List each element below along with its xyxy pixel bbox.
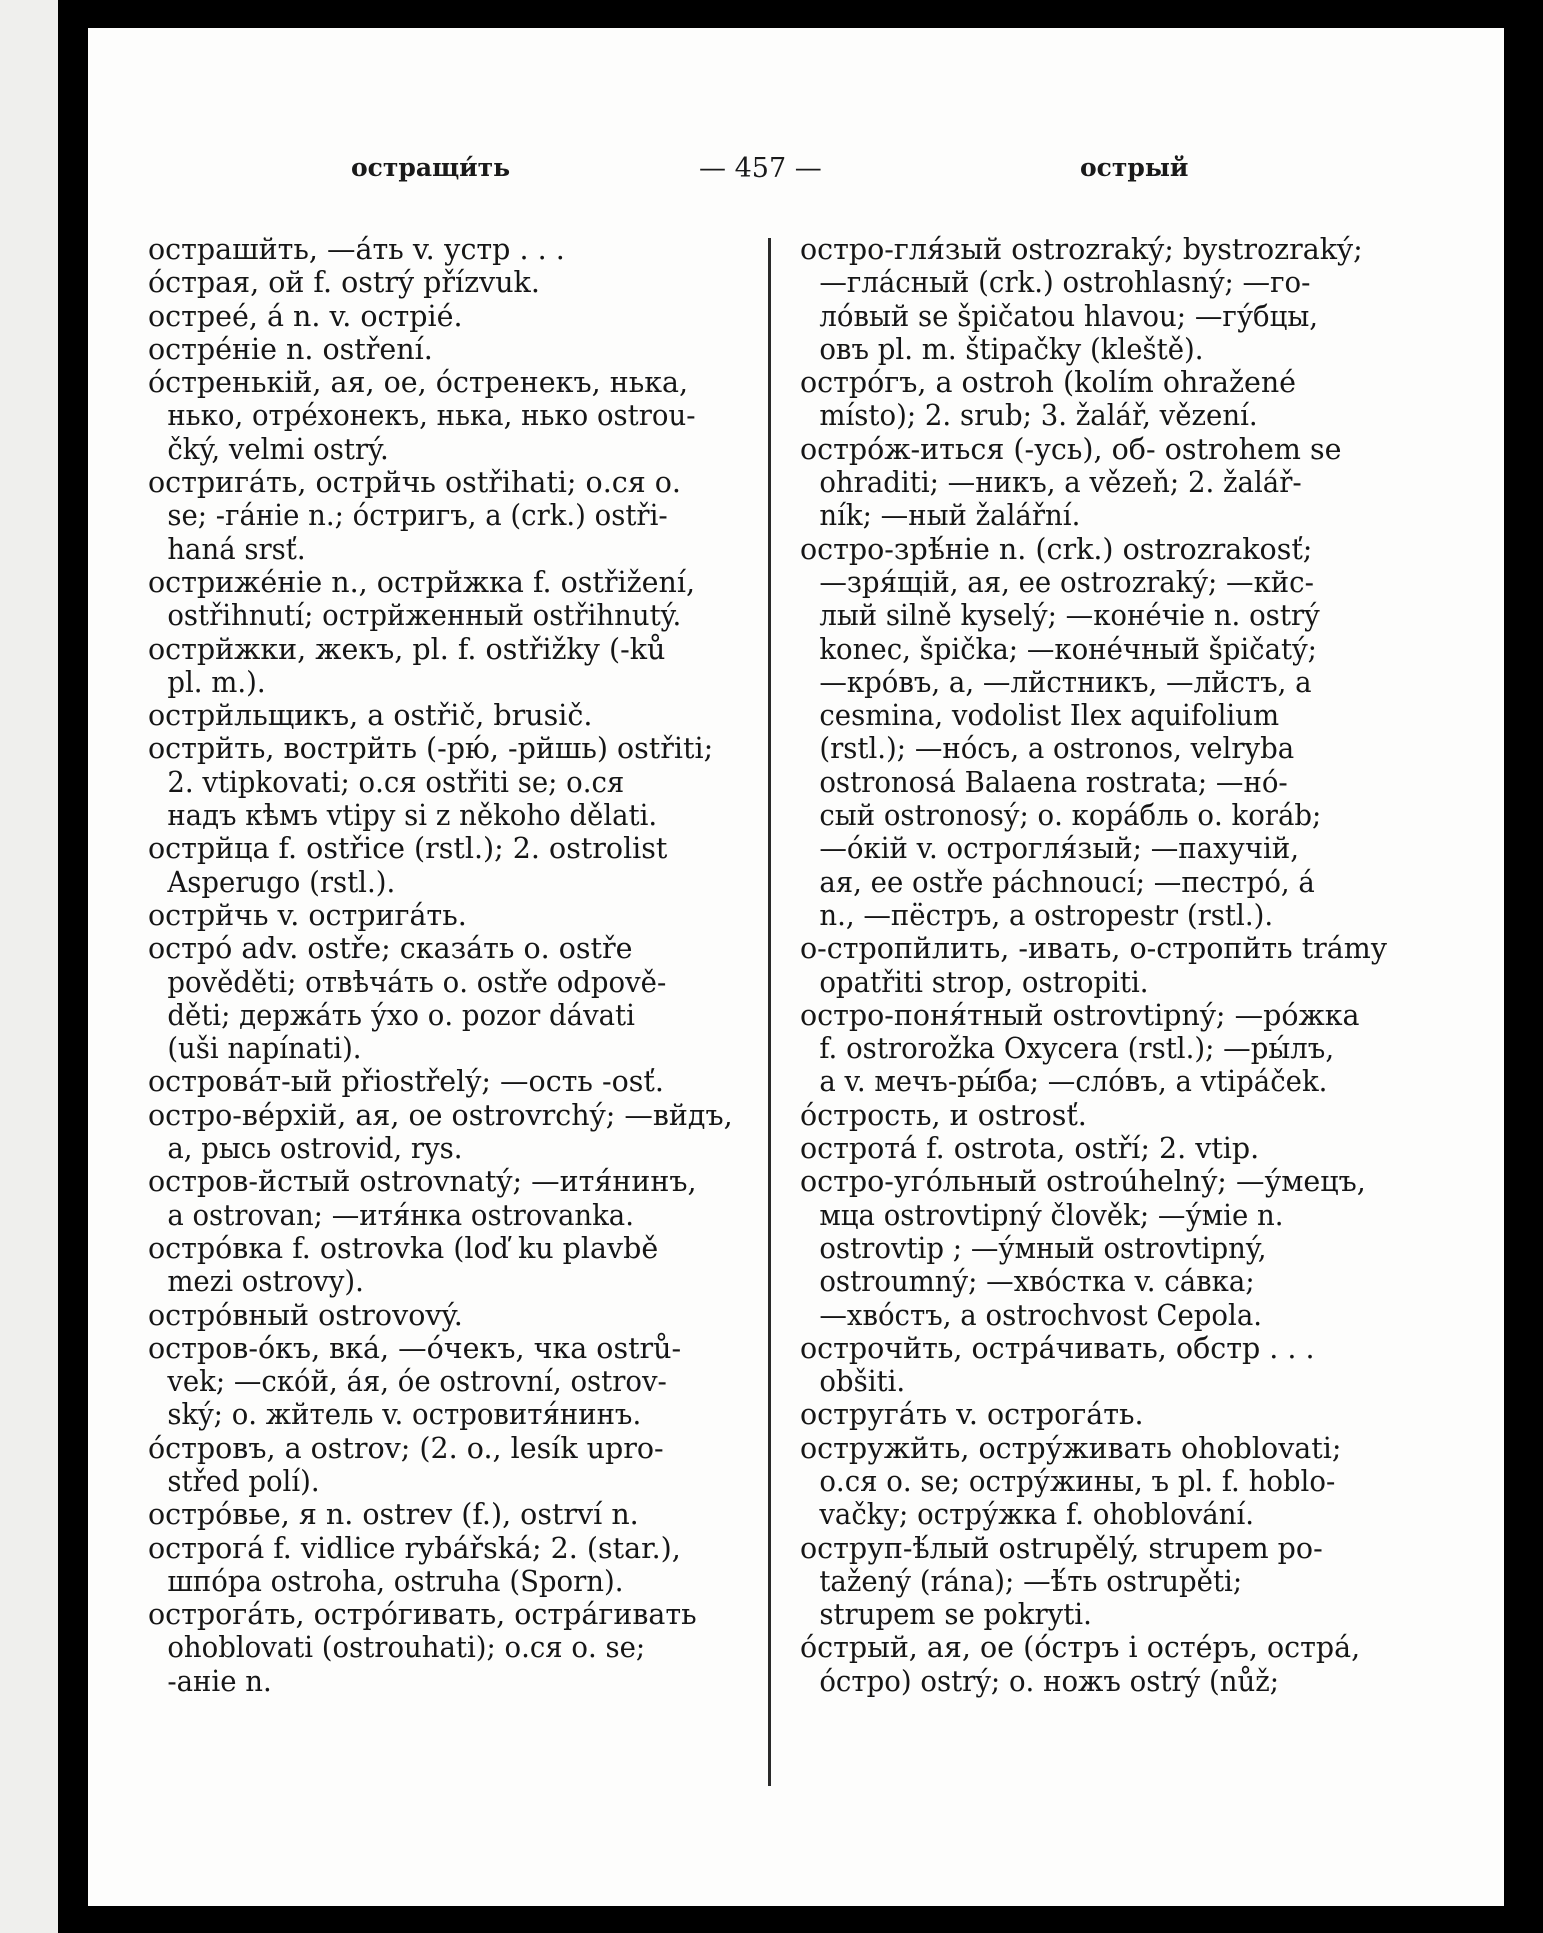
entry-line: -анie n.	[167, 1664, 272, 1698]
entry-line: místo); 2. srub; 3. žalář, vězení.	[819, 399, 1258, 433]
entry-line: надъ кѣмъ vtipy si z někoho dělati.	[167, 799, 658, 833]
header-left-guideword: остращи́ть	[351, 153, 511, 182]
dictionary-entry	[148, 233, 740, 266]
column-divider	[768, 238, 771, 1786]
dictionary-entry	[148, 1099, 740, 1166]
entry-line: острйца f. ostřice (rstl.); 2. ostrolist	[148, 832, 668, 866]
entry-line: óстрый, ая, ое (óстръ i остéръ, острá,	[800, 1631, 1361, 1665]
entry-line: о-стропйлить, -ивать, о-стропйть trámy	[800, 932, 1387, 966]
entry-line: острóвный ostrovový.	[148, 1298, 463, 1332]
dictionary-entry	[148, 366, 740, 466]
dictionary-entry	[148, 932, 740, 1065]
entry-line: óстрая, ой f. ostrý přízvuk.	[148, 266, 540, 300]
entry-line: pověděti; отвѣчáть о. ostře odpově-	[167, 965, 667, 999]
entry-line: острашйть, —áть v. устр . . .	[148, 233, 565, 266]
entry-line: ostřihnutí; острйженный ostřihnutý.	[167, 599, 682, 633]
dictionary-entry	[148, 300, 740, 333]
entry-line: vek; —скóй, áя, óе ostrovní, ostrov-	[167, 1365, 667, 1399]
entry-line: (uši napínati).	[167, 1032, 362, 1066]
dictionary-entry	[148, 832, 740, 899]
entry-line: —зря́щiй, ая, ее ostrozraký; —кйс-	[819, 565, 1314, 599]
dictionary-entry	[800, 366, 1406, 433]
entry-line: остригáть, острйчь ostřihati; о.ся о.	[148, 466, 681, 500]
dictionary-page	[88, 28, 1504, 1906]
entry-line: f. ostrorožka Oxycera (rstl.); —ры́лъ,	[819, 1032, 1335, 1066]
entry-line: остро-зрѣ́нie n. (crk.) ostrozrakosť;	[800, 532, 1313, 566]
entry-line: островáт-ый přiostřelý; —ость -osť.	[148, 1065, 664, 1099]
running-header	[88, 153, 1504, 193]
left-column	[148, 233, 740, 1698]
entry-line: а v. мечъ-ры́ба; —слóвъ, а vtipáček.	[819, 1065, 1328, 1099]
entry-line: остро-угóльный ostroúhelný; —у́мецъ,	[800, 1165, 1366, 1199]
dictionary-entry	[148, 466, 740, 566]
entry-line: ník; —ный žalářní.	[819, 499, 1081, 533]
entry-line: мца ostrovtipný člověk; —у́мie n.	[819, 1198, 1284, 1232]
dictionary-entry	[800, 1099, 1406, 1132]
entry-line: —крóвъ, а, —лйстникъ, —лйстъ, а	[819, 665, 1312, 699]
dictionary-entry	[148, 1065, 740, 1098]
entry-line: острóж-иться (-усь), об- ostrohem se	[800, 432, 1342, 466]
dictionary-entry	[800, 1165, 1406, 1331]
entry-line: —глáсный (crk.) ostrohlasný; —го-	[819, 266, 1311, 300]
entry-line: нько, отрéхонекъ, нька, нько ostrou-	[167, 399, 696, 433]
entry-line: óстро) ostrý; о. ножъ ostrý (nůž;	[819, 1664, 1280, 1698]
entry-line: strupem se pokryti.	[819, 1598, 1092, 1632]
entry-line: čký, velmi ostrý.	[167, 432, 389, 466]
entry-line: óстрость, и ostrosť.	[800, 1098, 1087, 1132]
entry-line: ohraditi; —никъ, а vězeň; 2. žalář-	[819, 466, 1302, 500]
dictionary-entry	[800, 533, 1406, 933]
dictionary-entry	[148, 1498, 740, 1531]
dictionary-entry	[800, 1398, 1406, 1431]
entry-line: tažený (rána); —ѣ́ть ostrupěti;	[819, 1564, 1243, 1598]
entry-line: vačky; остру́жка f. ohoblování.	[819, 1498, 1255, 1532]
adjacent-page-edge	[0, 0, 58, 1933]
dictionary-entry	[148, 899, 740, 932]
entry-line: ая, ее ostře páchnoucí; —пестрó, á	[819, 865, 1315, 899]
entry-line: шпóра ostroha, ostruha (Sporn).	[167, 1564, 624, 1598]
dictionary-entry	[148, 1299, 740, 1332]
entry-line: лóвый se špičatou hlavou; —гу́бцы,	[819, 299, 1319, 333]
entry-line: острочйть, острáчивать, обстр . . .	[800, 1331, 1315, 1365]
dictionary-entry	[148, 1165, 740, 1232]
entry-line: остружйть, остру́живать ohoblovati;	[800, 1431, 1342, 1465]
dictionary-entry	[148, 566, 740, 633]
entry-line: остреé, á n. v. острié.	[148, 299, 463, 333]
dictionary-entry	[800, 999, 1406, 1099]
right-column	[800, 233, 1406, 1698]
entry-line: острогá f. vidlice rybářská; 2. (star.),	[148, 1531, 681, 1565]
entry-line: острéнie n. ostření.	[148, 332, 433, 366]
entry-line: Asperugo (rstl.).	[167, 865, 396, 899]
header-right-guideword: острый	[1080, 153, 1189, 182]
dictionary-entry	[148, 699, 740, 732]
entry-line: сый ostronosý; о. корáбль о. koráb;	[819, 799, 1322, 833]
page-number: — 457 —	[699, 153, 822, 184]
entry-line: острóвье, я n. ostrev (f.), ostrví n.	[148, 1498, 639, 1532]
entry-line: ostroumný; —хвóстка v. сáвка;	[819, 1265, 1255, 1299]
entry-line: 2. vtipkovati; о.ся ostřiti se; о.ся	[167, 765, 625, 799]
dictionary-entry	[800, 433, 1406, 533]
entry-line: овъ pl. m. štipačky (kleště).	[819, 332, 1204, 366]
entry-line: острйжки, жекъ, pl. f. ostřižky (-ků	[148, 632, 666, 666]
entry-line: óстренькiй, ая, ое, óстренекъ, нька,	[148, 366, 689, 400]
dictionary-entry	[148, 633, 740, 700]
entry-line: острижéнie n., острйжка f. ostřižení,	[148, 565, 696, 599]
dictionary-entry	[148, 1598, 740, 1698]
entry-line: pl. m.).	[167, 665, 266, 699]
entry-line: ský; о. жйтель v. островитя́нинъ.	[167, 1398, 642, 1432]
dictionary-entry	[800, 1132, 1406, 1165]
entry-line: ohoblovati (ostrouhati); о.ся о. se;	[167, 1631, 646, 1665]
dictionary-entry	[800, 932, 1406, 999]
dictionary-entry	[800, 1432, 1406, 1532]
entry-line: острогáть, острóгивать, острáгивать	[148, 1598, 697, 1632]
dictionary-entry	[148, 1532, 740, 1599]
entry-line: —óкiй v. острогля́зый; —пахучiй,	[819, 832, 1299, 866]
entry-line: obšiti.	[819, 1365, 906, 1399]
entry-line: острйть, вострйть (-рю́, -рйшь) ostřiti;	[148, 732, 714, 766]
dictionary-entry	[800, 233, 1406, 366]
dictionary-entry	[800, 1631, 1406, 1698]
entry-line: острйчь v. остригáть.	[148, 898, 467, 932]
entry-line: о.ся о. se; остру́жины, ъ pl. f. hoblo-	[819, 1464, 1336, 1498]
dictionary-entry	[800, 1332, 1406, 1399]
entry-line: острйльщикъ, а ostřič, brusič.	[148, 699, 593, 733]
entry-line: остротá f. ostrota, ostří; 2. vtip.	[800, 1132, 1260, 1166]
entry-line: остро́ adv. ostře; сказáть о. ostře	[148, 932, 633, 966]
dictionary-entry	[148, 333, 740, 366]
entry-line: óстровъ, а ostrov; (2. o., lesík upro-	[148, 1431, 664, 1465]
dictionary-entry	[148, 266, 740, 299]
entry-line: haná srsť.	[167, 532, 306, 566]
entry-line: острóгъ, а ostroh (kolím ohražené	[800, 366, 1297, 400]
dictionary-entry	[800, 1532, 1406, 1632]
dictionary-entry	[148, 1332, 740, 1432]
entry-line: оструп-ѣ́лый ostrupělý, strupem po-	[800, 1531, 1323, 1565]
entry-line: остро-поня́тный ostrovtipný; —рóжка	[800, 998, 1360, 1032]
entry-line: střed polí).	[167, 1464, 320, 1498]
dictionary-entry	[148, 1432, 740, 1499]
entry-line: лый silně kyselý; —конéчie n. ostrý	[819, 599, 1320, 633]
dictionary-entry	[148, 1232, 740, 1299]
entry-line: —хвóстъ, а ostrochvost Cepola.	[819, 1298, 1263, 1332]
entry-line: остругáть v. острогáть.	[800, 1398, 1144, 1432]
entry-line: а, рысь ostrovid, rys.	[167, 1132, 463, 1166]
entry-line: остров-йстый ostrovnatý; —итя́нинъ,	[148, 1165, 697, 1199]
entry-line: cesmina, vodolist Ilex aquifolium	[819, 699, 1280, 733]
entry-line: konec, špička; —конéчный špičatý;	[819, 632, 1317, 666]
entry-line: остров-óкъ, вкá, —óчекъ, чка ostrů-	[148, 1331, 682, 1365]
entry-line: děti; держáть у́хо о. pozor dávati	[167, 998, 635, 1032]
entry-line: a ostrovan; —итя́нка ostrovanka.	[167, 1198, 634, 1232]
dictionary-entry	[148, 732, 740, 832]
entry-line: mezi ostrovy).	[167, 1265, 364, 1299]
entry-line: (rstl.); —нóсъ, а ostronos, velryba	[819, 732, 1295, 766]
entry-line: n., —пёстръ, а ostropestr (rstl.).	[819, 898, 1274, 932]
entry-line: ostronosá Balaena rostrata; —нó-	[819, 765, 1288, 799]
entry-line: остро-вéрхiй, ая, ое ostrovrchý; —вйдъ,	[148, 1098, 733, 1132]
entry-line: остро-гля́зый ostrozraký; bystrozraký;	[800, 233, 1363, 266]
entry-line: острóвка f. ostrovka (loď ku plavbě	[148, 1231, 659, 1265]
entry-line: se; -гáнie n.; óстригъ, а (crk.) ostři-	[167, 499, 668, 533]
entry-line: opatřiti strop, ostropiti.	[819, 965, 1149, 999]
entry-line: ostrovtip ; —у́мный ostrovtipný,	[819, 1231, 1267, 1265]
